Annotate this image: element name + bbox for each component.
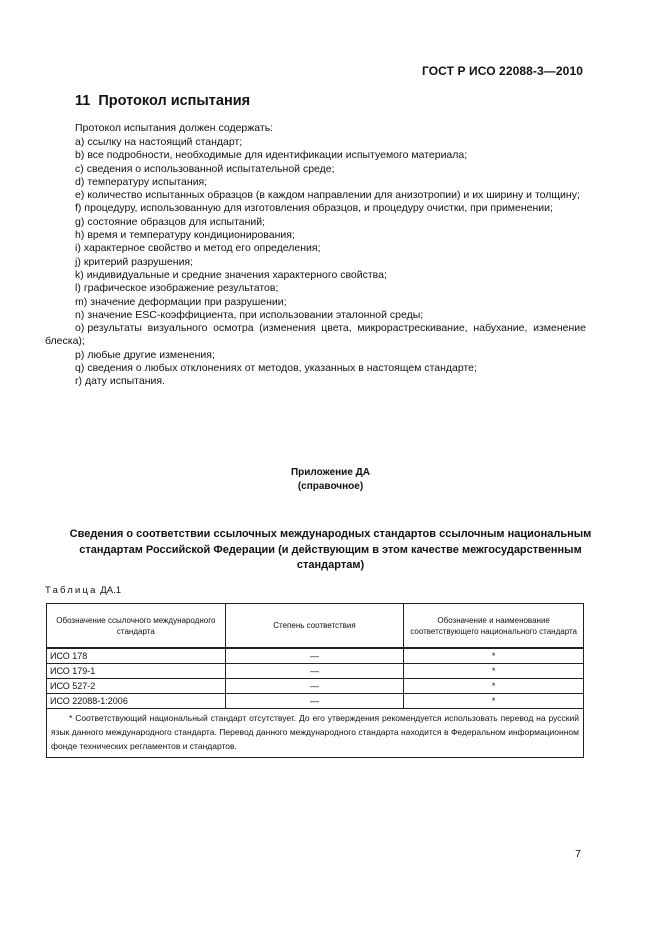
column-header: Обозначение ссылочного международного стандарта [47, 604, 226, 649]
appendix-heading: Сведения о соответствии ссылочных международных стандартов ссылочным национальным стандартам Российской Федерации (и действующим в этом качестве межгосударственным стандартам) [69, 528, 592, 571]
list-item: k) индивидуальные и средние значения характерного свойства; [75, 268, 387, 281]
correspondence-table [46, 603, 584, 758]
list-item: f) процедуру, использованную для изготовления образцов, и процедуру очистки, при применении; [75, 202, 553, 215]
appendix-subtitle: (справочное) [297, 481, 364, 492]
list-item: i) характерное свойство и метод его определения; [75, 242, 321, 255]
section-number: 11 [75, 93, 91, 109]
table-cell-degree: — [225, 664, 404, 679]
table-footnote-row [47, 709, 584, 758]
table-row [47, 694, 584, 709]
page-number: 7 [575, 848, 581, 860]
list-item: r) дату испытания. [75, 375, 165, 388]
list-item: c) сведения о использованной испытательной среде; [75, 162, 335, 175]
table-label-word: Таблица [45, 585, 98, 596]
table-cell-standard: ИСО 179-1 [47, 664, 226, 679]
table-row [47, 648, 584, 664]
list-item: h) время и температуру кондиционирования; [75, 229, 295, 242]
table-cell-degree: — [225, 694, 404, 709]
list-item: d) температуру испытания; [75, 175, 208, 188]
section-title [75, 93, 250, 109]
list-item: p) любые другие изменения; [75, 348, 215, 361]
list-item: a) ссылку на настоящий стандарт; [75, 136, 243, 148]
table-cell-national: * [404, 679, 584, 694]
table-cell-standard: ИСО 527-2 [47, 679, 226, 694]
table-header-row [47, 604, 584, 649]
table-row [47, 679, 584, 694]
table-footnote: * Соответствующий национальный стандарт отсутствует. До его утверждения рекомендуется использовать перевод на русский язык данного международного стандарта. Перевод данного международного стандарта находится в Федеральном информационном фонде технических регламентов и стандартов. [51, 713, 579, 751]
table-cell-degree: — [225, 679, 404, 694]
table-cell-national: * [404, 694, 584, 709]
table-cell-standard: ИСО 22088-1:2006 [47, 694, 226, 709]
list-item: b) все подробности, необходимые для идентификации испытуемого материала; [75, 149, 468, 162]
column-header: Обозначение и наименование соответствующего национального стандарта [404, 604, 584, 649]
list-item: l) графическое изображение результатов; [75, 282, 279, 295]
list-item: j) критерий разрушения; [75, 255, 194, 268]
table-label [45, 585, 121, 596]
table-cell-degree: — [225, 648, 404, 664]
list-item: e) количество испытанных образцов (в каждом направлении для анизотропии) и их ширину и толщину; [75, 189, 580, 202]
table-footnote-cell [47, 709, 584, 758]
list-item: n) значение ESC-коэффициента, при использовании эталонной среды; [75, 308, 424, 321]
document-code: ГОСТ Р ИСО 22088-3—2010 [421, 64, 583, 78]
section-intro: Протокол испытания должен содержать: [75, 122, 274, 134]
table-cell-national: * [404, 648, 584, 664]
column-header: Степень соответствия [225, 604, 404, 649]
table-cell-standard: ИСО 178 [47, 648, 226, 664]
table-label-number: ДА.1 [100, 585, 121, 596]
list-item: m) значение деформации при разрушении; [75, 295, 287, 308]
requirements-list [45, 136, 586, 389]
section-title-text: Протокол испытания [98, 93, 251, 109]
list-item: g) состояние образцов для испытаний; [75, 215, 266, 228]
list-item: q) сведения о любых отклонениях от методов, указанных в настоящем стандарте; [75, 362, 477, 375]
list-item: o) результаты визуального осмотра (изменения цвета, микрорастрескивание, набухание, изменение блеска); [45, 322, 586, 348]
table-cell-national: * [404, 664, 584, 679]
appendix-title: Приложение ДА [290, 467, 371, 478]
table-row [47, 664, 584, 679]
